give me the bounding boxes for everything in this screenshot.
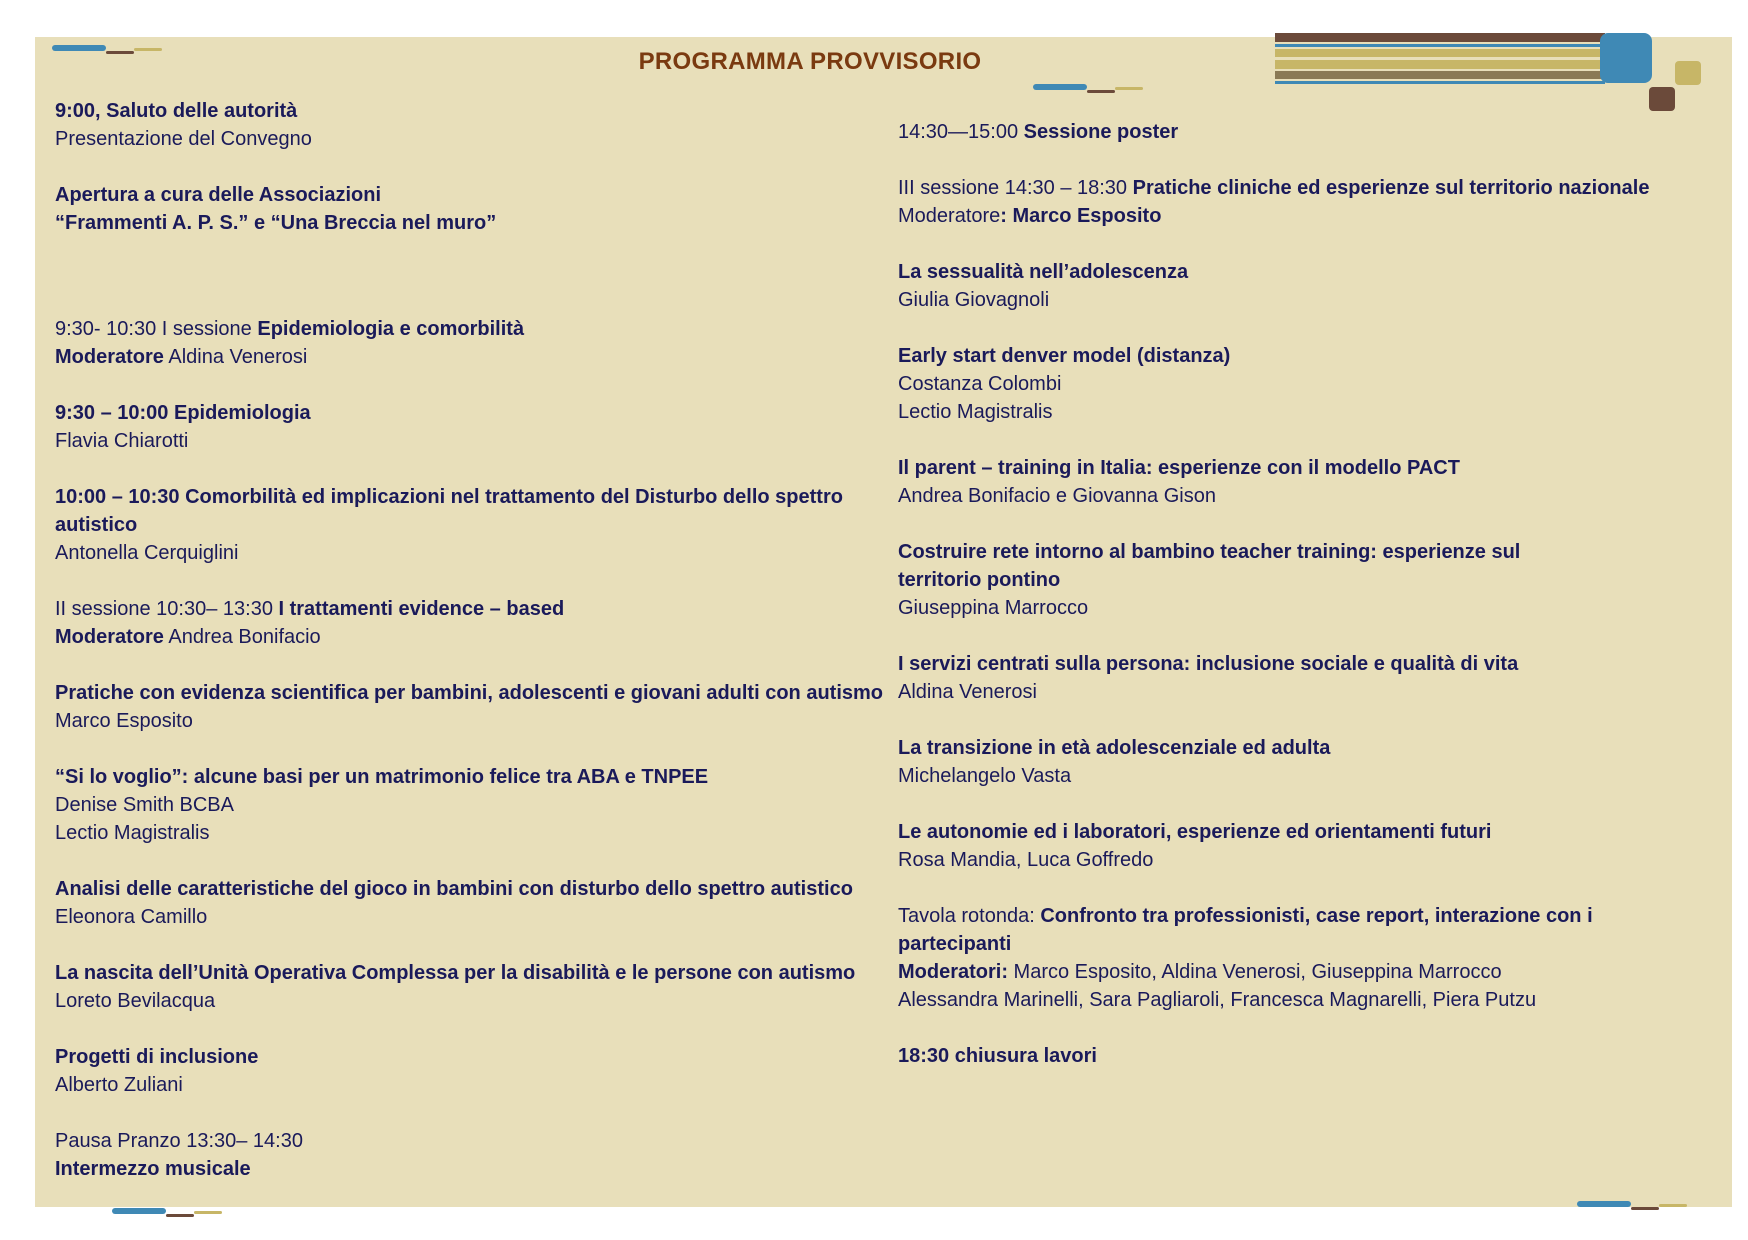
talk-speaker: Antonella Cerquiglini [55, 542, 239, 564]
round-table-moderators: Moderatori: Marco Esposito, Aldina Venerosi, Giuseppina Marrocco [898, 961, 1502, 983]
talk-speaker: Rosa Mandia, Luca Goffredo [898, 849, 1154, 871]
session-moderator: Moderatore: Marco Esposito [898, 205, 1162, 227]
talk-title: 9:30 – 10:00 Epidemiologia [55, 402, 311, 424]
talk-title: Early start denver model (distanza) [898, 345, 1231, 367]
decor-bar-bottom-right [1631, 1207, 1659, 1210]
talk-title: 10:00 – 10:30 Comorbilità ed implicazioni nel trattamento del Disturbo dello spettro autistico [55, 486, 843, 536]
talk-speaker: Andrea Bonifacio e Giovanna Gison [898, 485, 1216, 507]
talk-note: Lectio Magistralis [898, 401, 1053, 423]
talk-title: Costruire rete intorno al bambino teacher training: esperienze sul [898, 541, 1521, 563]
talk-title: Pratiche con evidenza scientifica per bambini, adolescenti e giovani adulti con autismo [55, 682, 883, 704]
round-table-participants: Alessandra Marinelli, Sara Pagliaroli, Francesca Magnarelli, Piera Putzu [898, 989, 1537, 1011]
lunch-break: Pausa Pranzo 13:30– 14:30 [55, 1130, 303, 1152]
session-moderator: Moderatore Andrea Bonifacio [55, 626, 321, 648]
talk-speaker: Denise Smith BCBA [55, 794, 234, 816]
talk-speaker: Michelangelo Vasta [898, 765, 1072, 787]
talk-speaker: Giuseppina Marrocco [898, 597, 1089, 619]
lunch-title: Intermezzo musicale [55, 1158, 251, 1180]
decor-square-brown [1649, 87, 1675, 111]
decor-bar-top-center [1087, 90, 1115, 93]
session-heading: II sessione 10:30– 13:30 I trattamenti evidence – based [55, 598, 565, 620]
decor-bar-bottom-right [1577, 1201, 1631, 1207]
decor-bar-bottom-left [194, 1211, 222, 1214]
talk-note: Lectio Magistralis [55, 822, 210, 844]
session-heading: III sessione 14:30 – 18:30 Pratiche cliniche ed esperienze sul territorio nazionale [898, 177, 1650, 199]
talk-speaker: Marco Esposito [55, 710, 193, 732]
decor-bar-bottom-right [1659, 1204, 1687, 1207]
session-heading: 9:30- 10:30 I sessione Epidemiologia e comorbilità [55, 318, 525, 340]
talk-speaker: Flavia Chiarotti [55, 430, 189, 452]
talk-title: Il parent – training in Italia: esperienze con il modello PACT [898, 457, 1460, 479]
decor-bar-bottom-left [112, 1208, 166, 1214]
item-subtitle: Presentazione del Convegno [55, 128, 312, 150]
item-title: Apertura a cura delle Associazioni [55, 184, 382, 206]
talk-title: I servizi centrati sulla persona: inclusione sociale e qualità di vita [898, 653, 1519, 675]
talk-speaker: Giulia Giovagnoli [898, 289, 1050, 311]
decor-bar-bottom-left [166, 1214, 194, 1217]
talk-speaker: Eleonora Camillo [55, 906, 208, 928]
talk-title: Progetti di inclusione [55, 1046, 259, 1068]
talk-title: territorio pontino [898, 569, 1061, 591]
program-left-column [55, 97, 905, 1183]
talk-speaker: Loreto Bevilacqua [55, 990, 216, 1012]
decor-bar-top-center [1033, 84, 1087, 90]
talk-title: Le autonomie ed i laboratori, esperienze ed orientamenti futuri [898, 821, 1492, 843]
round-table-heading: Tavola rotonda: Confronto tra professionisti, case report, interazione con i partecipanti [898, 905, 1593, 955]
decor-bar-top-center [1115, 87, 1143, 90]
talk-speaker: Aldina Venerosi [898, 681, 1037, 703]
poster-session: 14:30—15:00 Sessione poster [898, 121, 1179, 143]
talk-speaker: Costanza Colombi [898, 373, 1062, 395]
talk-title: “Si lo voglio”: alcune basi per un matrimonio felice tra ABA e TNPEE [55, 766, 709, 788]
closing-time: 18:30 chiusura lavori [898, 1045, 1097, 1067]
talk-title: La nascita dell’Unità Operativa Complessa per la disabilità e le persone con autismo [55, 962, 856, 984]
talk-title: Analisi delle caratteristiche del gioco in bambini con disturbo dello spettro autistico [55, 878, 853, 900]
talk-speaker: Alberto Zuliani [55, 1074, 183, 1096]
decor-square-gold [1675, 61, 1701, 85]
talk-title: La sessualità nell’adolescenza [898, 261, 1189, 283]
session-moderator: Moderatore Aldina Venerosi [55, 346, 308, 368]
talk-title: La transizione in età adolescenziale ed adulta [898, 737, 1331, 759]
page-title: PROGRAMMA PROVVISORIO [638, 48, 982, 75]
program-right-column [898, 118, 1698, 1070]
item-title: 9:00, Saluto delle autorità [55, 100, 298, 122]
item-title: “Frammenti A. P. S.” e “Una Breccia nel muro” [55, 212, 497, 234]
